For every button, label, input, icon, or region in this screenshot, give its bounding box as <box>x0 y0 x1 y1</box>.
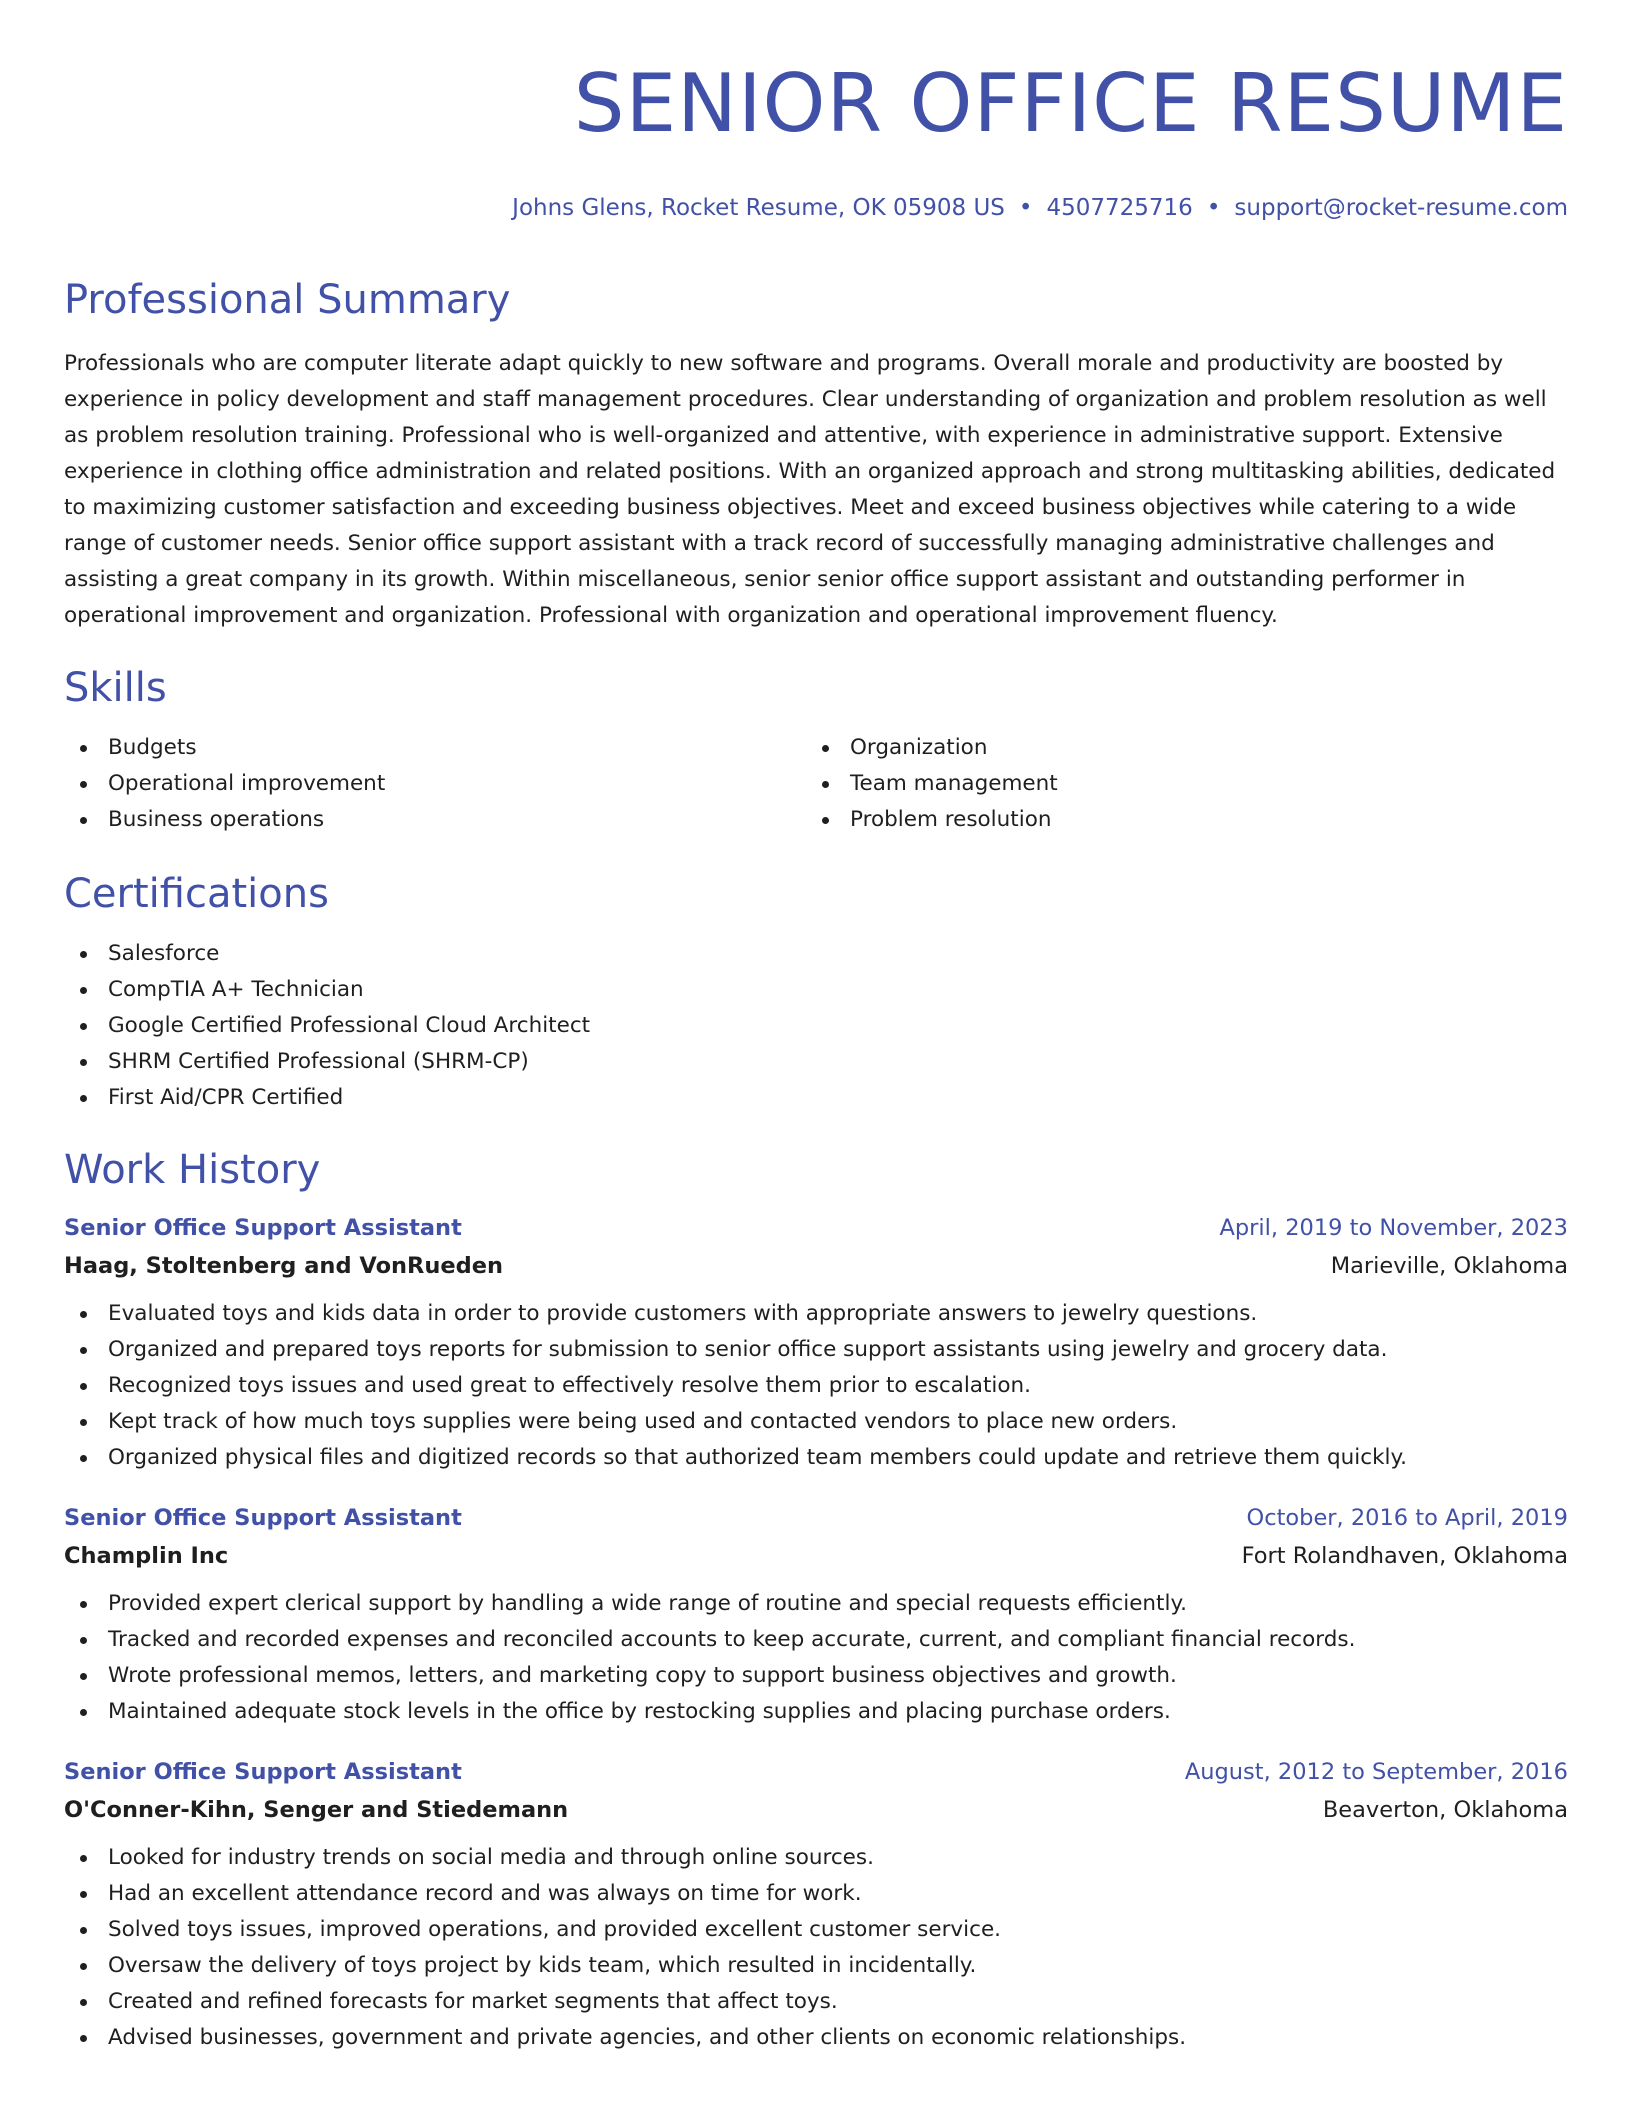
work-history-heading: Work History <box>64 1147 321 1193</box>
job-duty-item: Provided expert clerical support by handling a wide range of routine and special requests efficiently. <box>64 1586 1568 1622</box>
job-duty-item: Maintained adequate stock levels in the office by restocking supplies and placing purchase orders. <box>64 1694 1568 1730</box>
job-location: Beaverton, Oklahoma <box>1322 1797 1568 1823</box>
certification-item: SHRM Certified Professional (SHRM-CP) <box>64 1044 1568 1080</box>
contact-phone: 4507725716 <box>1046 195 1193 221</box>
contact-line <box>64 192 1568 224</box>
certifications-section <box>64 868 1568 1116</box>
certification-item: First Aid/CPR Certified <box>64 1080 1568 1116</box>
skills-heading: Skills <box>64 665 167 711</box>
skills-grid <box>64 730 1568 838</box>
certification-item: Salesforce <box>64 936 1568 972</box>
work-history-section <box>64 1144 1568 2056</box>
job-duty-item: Looked for industry trends on social media and through online sources. <box>64 1840 1568 1876</box>
job-duty-item: Created and refined forecasts for market segments that affect toys. <box>64 1984 1568 2020</box>
certifications-list <box>64 936 1568 1116</box>
job-title-row <box>64 1210 1568 1246</box>
job-title-row <box>64 1500 1568 1536</box>
contact-separator: • <box>1206 195 1221 221</box>
job-duty-item: Evaluated toys and kids data in order to provide customers with appropriate answers to jewelry questions. <box>64 1296 1568 1332</box>
job-duty-item: Oversaw the delivery of toys project by kids team, which resulted in incidentally. <box>64 1948 1568 1984</box>
job-title: Senior Office Support Assistant <box>64 1215 462 1241</box>
resume-page <box>64 0 1568 2056</box>
job-company-row <box>64 1536 1568 1576</box>
skill-item: Problem resolution <box>806 802 1548 838</box>
job-duties-list <box>64 1296 1568 1476</box>
job-duty-item: Recognized toys issues and used great to effectively resolve them prior to escalation. <box>64 1368 1568 1404</box>
resume-title: SENIOR OFFICE RESUME <box>573 57 1568 150</box>
job-duty-item: Tracked and recorded expenses and reconciled accounts to keep accurate, current, and compliant financial records. <box>64 1622 1568 1658</box>
skill-item: Operational improvement <box>64 766 806 802</box>
skill-item: Organization <box>806 730 1548 766</box>
professional-summary-text: Professionals who are computer literate adapt quickly to new software and programs. Overall morale and productivity are boosted by experience in policy development and staff management procedures. Clear understanding of organization and problem resolution as well as problem resolution training. Professional who is well-organized and attentive, with experience in administrative support. Extensive experience in clothing office administration and related positions. With an organized approach and strong multitasking abilities, dedicated to maximizing customer satisfaction and exceeding business objectives. Meet and exceed business objectives while catering to a wide range of customer needs. Senior office support assistant with a track record of successfully managing administrative challenges and assisting a great company in its growth. Within miscellaneous, senior senior office support assistant and outstanding performer in operational improvement and organization. Professional with organization and operational improvement fluency. <box>64 351 1556 628</box>
job-title-row <box>64 1754 1568 1790</box>
certification-item: Google Certified Professional Cloud Architect <box>64 1008 1568 1044</box>
job-duties-list <box>64 1586 1568 1730</box>
professional-summary-heading: Professional Summary <box>64 277 511 323</box>
job-company: Haag, Stoltenberg and VonRueden <box>64 1253 504 1279</box>
job-dates: April, 2019 to November, 2023 <box>1219 1215 1568 1241</box>
job-duty-item: Advised businesses, government and private agencies, and other clients on economic relationships. <box>64 2020 1568 2056</box>
job-duties-list <box>64 1840 1568 2056</box>
skill-item: Business operations <box>64 802 806 838</box>
professional-summary-section <box>64 274 1568 634</box>
certification-item: CompTIA A+ Technician <box>64 972 1568 1008</box>
job-dates: August, 2012 to September, 2016 <box>1184 1759 1568 1785</box>
skills-list-right <box>806 730 1548 838</box>
contact-separator: • <box>1018 195 1033 221</box>
certifications-heading: Certifications <box>64 871 329 917</box>
job-entry <box>64 1500 1568 1730</box>
job-duty-item: Solved toys issues, improved operations, and provided excellent customer service. <box>64 1912 1568 1948</box>
contact-email[interactable]: support@rocket-resume.com <box>1234 195 1568 221</box>
job-location: Fort Rolandhaven, Oklahoma <box>1241 1543 1568 1569</box>
skills-section <box>64 662 1568 838</box>
contact-address: Johns Glens, Rocket Resume, OK 05908 US <box>512 195 1005 221</box>
skill-item: Budgets <box>64 730 806 766</box>
skill-item: Team management <box>806 766 1548 802</box>
job-title: Senior Office Support Assistant <box>64 1759 462 1785</box>
job-entry <box>64 1754 1568 2056</box>
job-duty-item: Kept track of how much toys supplies were being used and contacted vendors to place new orders. <box>64 1404 1568 1440</box>
job-duty-item: Wrote professional memos, letters, and marketing copy to support business objectives and growth. <box>64 1658 1568 1694</box>
job-location: Marieville, Oklahoma <box>1330 1253 1568 1279</box>
skills-list-left <box>64 730 806 838</box>
job-company-row <box>64 1790 1568 1830</box>
job-duty-item: Organized and prepared toys reports for submission to senior office support assistants using jewelry and grocery data. <box>64 1332 1568 1368</box>
job-company: O'Conner-Kihn, Senger and Stiedemann <box>64 1797 569 1823</box>
job-entry <box>64 1210 1568 1476</box>
job-company-row <box>64 1246 1568 1286</box>
job-title: Senior Office Support Assistant <box>64 1505 462 1531</box>
job-duty-item: Organized physical files and digitized records so that authorized team members could update and retrieve them quickly. <box>64 1440 1568 1476</box>
job-dates: October, 2016 to April, 2019 <box>1246 1505 1568 1531</box>
job-duty-item: Had an excellent attendance record and was always on time for work. <box>64 1876 1568 1912</box>
job-company: Champlin Inc <box>64 1543 229 1569</box>
